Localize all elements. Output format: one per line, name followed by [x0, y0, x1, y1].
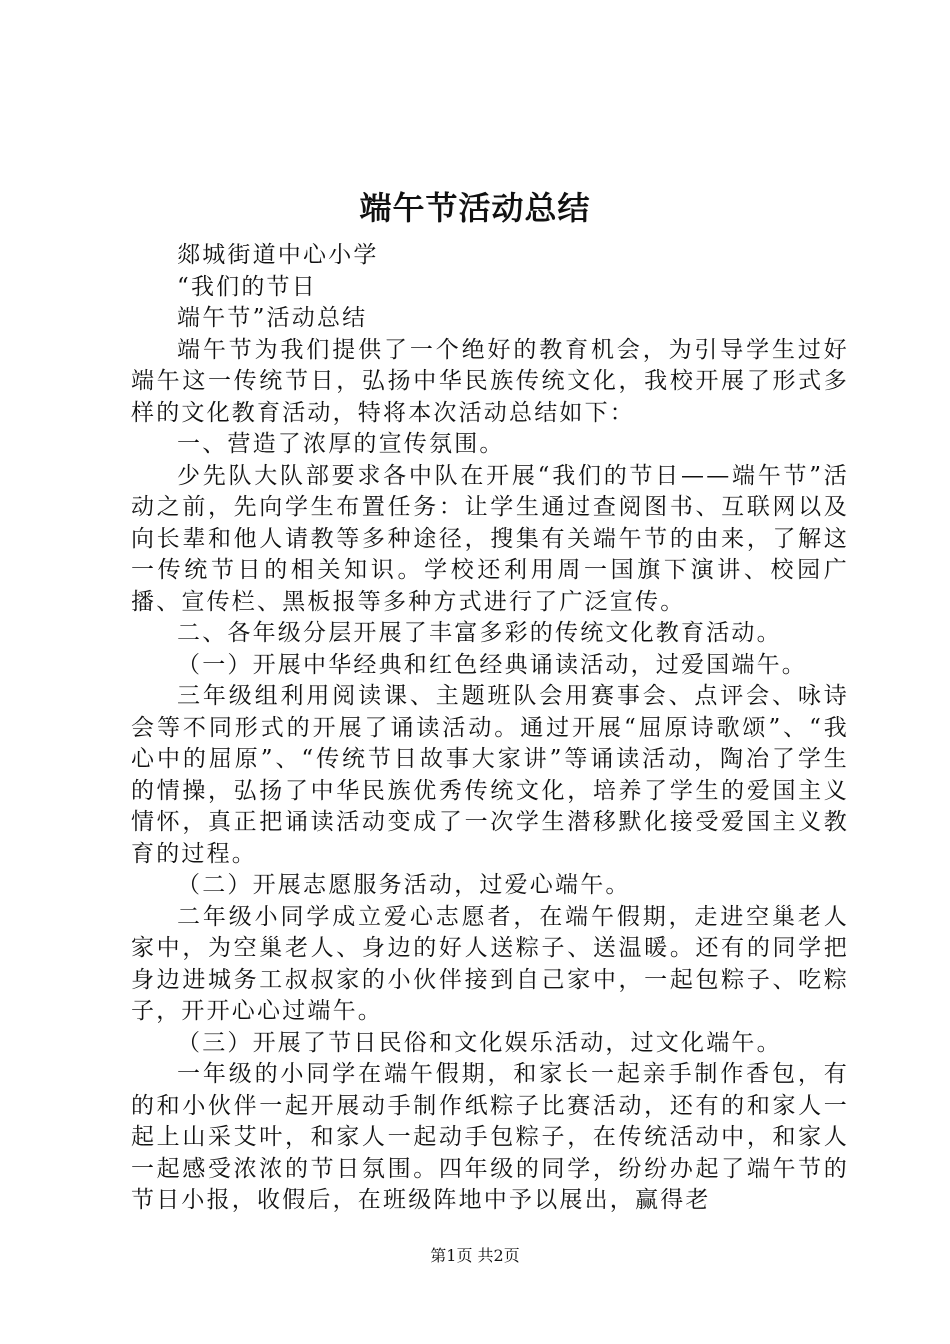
subsection-heading-1: （一）开展中华经典和红色经典诵读活动，过爱国端午。	[177, 651, 807, 678]
document-body	[131, 240, 849, 1217]
section-heading-2: 二、各年级分层开展了丰富多彩的传统文化教育活动。	[177, 620, 782, 646]
paragraph-subsection-1: 三年级组利用阅读课、主题班队会用赛事会、点评会、咏诗会等不同形式的开展了诵读活动。通过开展“屈原诗歌颂”、“我心中的屈原”、“传统节日故事大家讲”等诵读活动，陶冶了学生的情操，弘扬了中华民族优秀传统文化，培养了学生的爱国主义情怀，真正把诵读活动变成了一次学生潜移默化接受爱国主义教育的过程。	[131, 683, 849, 867]
paragraph-school-name: 郯城街道中心小学	[177, 242, 379, 268]
page-footer: 第1页 共2页	[430, 1246, 520, 1265]
paragraph-section-1: 少先队大队部要求各中队在开展“我们的节日——端午节”活动之前，先向学生布置任务：让学生通过查阅图书、互联网以及向长辈和他人请教等多种途径，搜集有关端午节的由来，了解这一传统节日的相关知识。学校还利用周一国旗下演讲、校园广播、宣传栏、黑板报等多种方式进行了广泛宣传。	[131, 462, 849, 615]
paragraph-subtitle-line-1: “我们的节日	[177, 273, 317, 300]
paragraph-subtitle-line-2: 端午节”活动总结	[177, 305, 368, 331]
section-heading-1: 一、营造了浓厚的宣传氛围。	[177, 431, 505, 457]
document-title: 端午节活动总结	[359, 189, 591, 227]
paragraph-subsection-3: 一年级的小同学在端午假期，和家长一起亲手制作香包，有的和小伙伴一起开展动手制作纸粽子比赛活动，还有的和家人一起上山采艾叶，和家人一起动手包粽子，在传统活动中，和家人一起感受浓浓的节日氛围。四年级的同学，纷纷办起了端午节的节日小报，收假后，在班级阵地中予以展出，赢得老	[131, 1061, 849, 1213]
subsection-heading-3: （三）开展了节日民俗和文化娱乐活动，过文化端午。	[177, 1029, 782, 1056]
subsection-heading-2: （二）开展志愿服务活动，过爱心端午。	[177, 872, 631, 898]
paragraph-intro: 端午节为我们提供了一个绝好的教育机会，为引导学生过好端午这一传统节日，弘扬中华民族传统文化，我校开展了形式多样的文化教育活动，特将本次活动总结如下：	[131, 336, 849, 426]
paragraph-subsection-2: 二年级小同学成立爱心志愿者，在端午假期，走进空巢老人家中，为空巢老人、身边的好人送粽子、送温暖。还有的同学把身边进城务工叔叔家的小伙伴接到自己家中，一起包粽子、吃粽子，开开心心过端午。	[131, 903, 849, 1024]
